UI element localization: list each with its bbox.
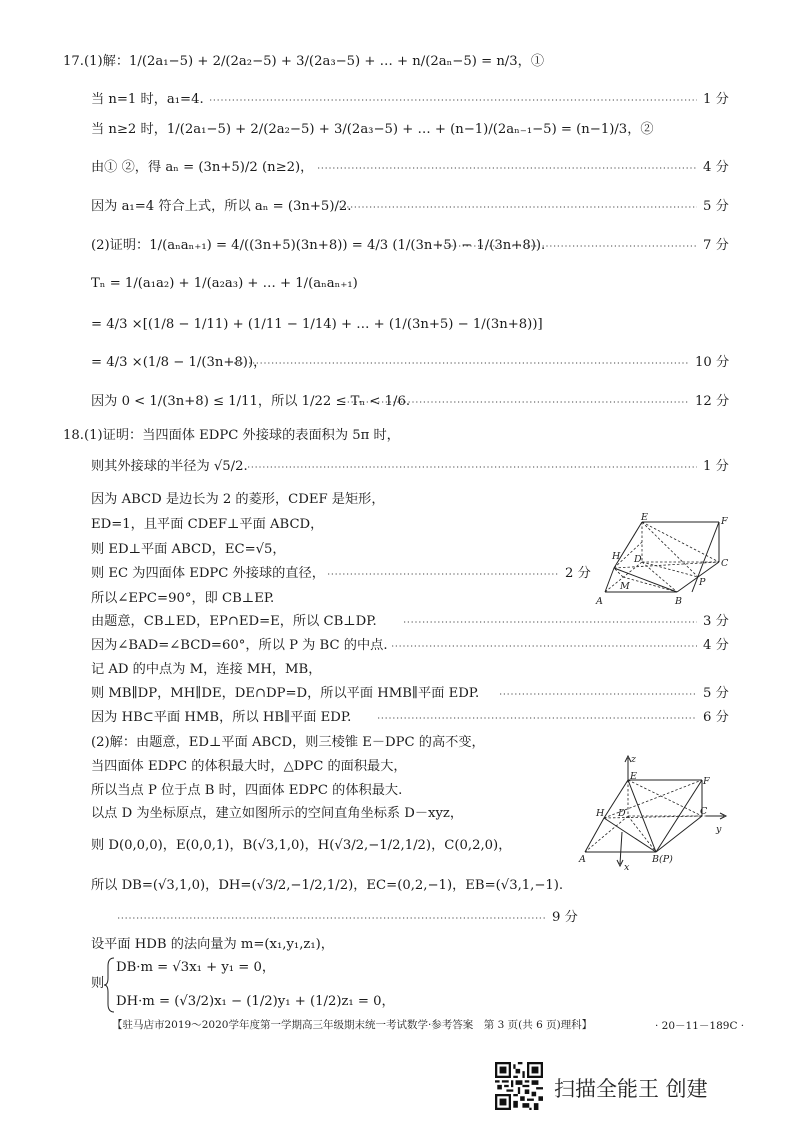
score-label: 9 分 <box>552 910 578 925</box>
score-label: 6 分 <box>703 710 729 725</box>
page-code: · 20－11－189C · <box>655 1020 745 1032</box>
label-H: H <box>596 808 605 819</box>
label-B: B <box>675 596 682 607</box>
page-footer: 【驻马店市2019～2020学年度第一学期高三年级期末统一考试数学·参考答案 第 3 页(共 6 页)理科】 <box>112 1019 593 1031</box>
text-line: Tₙ = 1/(a₁a₂) + 1/(a₂a₃) + … + 1/(aₙaₙ₊₁) <box>91 276 358 291</box>
score-label: 4 分 <box>703 638 729 653</box>
text-line: 当四面体 EDPC 的体积最大时，△DPC 的面积最大， <box>91 759 407 774</box>
figure-2-coordinate-solid <box>576 752 734 876</box>
score-label: 10 分 <box>695 355 730 370</box>
text-line: 因为 HB⊂平面 HMB，所以 HB∥平面 EDP. <box>91 710 352 725</box>
score-label: 4 分 <box>703 160 729 175</box>
text-line: DH·m = (√3/2)x₁ − (1/2)y₁ + (1/2)z₁ = 0， <box>116 994 395 1009</box>
text-line: 记 AD 的中点为 M，连接 MH，MB， <box>91 662 322 677</box>
text-line: 17.(1)解：1/(2a₁−5) + 2/(2a₂−5) + 3/(2a₃−5) + … + n/(2aₙ−5) = n/3，① <box>63 54 545 69</box>
label-C: C <box>700 806 708 817</box>
label-A: A <box>596 596 603 607</box>
label-E: E <box>641 512 648 523</box>
text-line: 18.(1)证明：当四面体 EDPC 外接球的表面积为 5π 时， <box>63 428 400 443</box>
text-line: 则 D(0,0,0)，E(0,0,1)，B(√3,1,0)，H(√3/2,−1/2,1/2)，C(0,2,0)， <box>91 838 512 853</box>
label-E: E <box>630 771 637 782</box>
label-B-P: B(P) <box>652 854 673 865</box>
score-label: 5 分 <box>703 686 729 701</box>
score-label: 5 分 <box>703 199 729 214</box>
text-line: 则其外接球的半径为 √5/2. <box>91 459 248 474</box>
text-line: 因为 ABCD 是边长为 2 的菱形，CDEF 是矩形， <box>91 492 385 507</box>
label-y: y <box>716 824 722 835</box>
score-label: 7 分 <box>703 238 729 253</box>
text-line: = 4/3 ×(1/8 − 1/(3n+8))， <box>91 355 267 370</box>
label-H: H <box>612 551 621 562</box>
text-line: 由题意，CB⊥ED，EP∩ED=E，所以 CB⊥DP. <box>91 614 377 629</box>
text-line: 则 <box>91 976 105 991</box>
text-line: 所以∠EPC=90°，即 CB⊥EP. <box>91 591 275 606</box>
text-line: 由① ②，得 aₙ = (3n+5)/2 (n≥2)， <box>91 160 314 175</box>
text-line: 因为∠BAD=∠BCD=60°，所以 P 为 BC 的中点. <box>91 638 388 653</box>
text-line: DB·m = √3x₁ + y₁ = 0， <box>116 960 276 975</box>
score-label: 12 分 <box>695 394 730 409</box>
label-x: x <box>624 862 630 873</box>
label-D: D <box>618 808 626 819</box>
text-line: 因为 0 < 1/(3n+8) ≤ 1/11，所以 1/22 ≤ Tₙ < 1/6. <box>91 394 411 409</box>
text-line: (2)证明：1/(aₙaₙ₊₁) = 4/((3n+5)(3n+8)) = 4/3 (1/(3n+5) − 1/(3n+8)). <box>91 238 546 253</box>
label-M: M <box>620 581 630 592</box>
text-line: 所以当点 P 位于点 B 时，四面体 EDPC 的体积最大. <box>91 783 403 798</box>
label-D: D <box>634 554 642 565</box>
score-label: 1 分 <box>703 92 729 107</box>
label-F: F <box>721 516 728 527</box>
text-line: ED=1，且平面 CDEF⊥平面 ABCD， <box>91 517 324 532</box>
qr-code-icon <box>495 1062 543 1110</box>
text-line: = 4/3 ×[(1/8 − 1/11) + (1/11 − 1/14) + … + (1/(3n+5) − 1/(3n+8))] <box>91 317 543 332</box>
text-line: 因为 a₁=4 符合上式，所以 aₙ = (3n+5)/2. <box>91 199 352 214</box>
text-line: (2)解：由题意，ED⊥平面 ABCD，则三棱锥 E－DPC 的高不变， <box>91 735 485 750</box>
score-label: 1 分 <box>703 459 729 474</box>
text-line: 则 EC 为四面体 EDPC 外接球的直径， <box>91 566 325 581</box>
text-line: 则 MB∥DP，MH∥DE，DE∩DP=D，所以平面 HMB∥平面 EDP. <box>91 686 480 701</box>
label-C: C <box>721 558 729 569</box>
label-F: F <box>703 776 710 787</box>
text-line: 所以 DB=(√3,1,0)，DH=(√3/2,−1/2,1/2)，EC=(0,2,−1)，EB=(√3,1,−1). <box>91 878 564 893</box>
label-z: z <box>631 754 637 765</box>
text-line: 设平面 HDB 的法向量为 m=(x₁,y₁,z₁)， <box>91 937 334 952</box>
scanner-watermark: 扫描全能王 创建 <box>554 1077 708 1101</box>
label-P: P <box>699 577 706 588</box>
text-line: 则 ED⊥平面 ABCD，EC=√5， <box>91 542 286 557</box>
score-label: 3 分 <box>703 614 729 629</box>
text-line: 以点 D 为坐标原点，建立如图所示的空间直角坐标系 D－xyz， <box>91 806 464 821</box>
label-A: A <box>579 854 586 865</box>
text-line: 当 n=1 时，a₁=4. <box>91 92 204 107</box>
text-line: 当 n≥2 时，1/(2a₁−5) + 2/(2a₂−5) + 3/(2a₃−5) + … + (n−1)/(2aₙ₋₁−5) = (n−1)/3，② <box>91 122 654 137</box>
figure-1-solid <box>592 512 732 608</box>
score-label: 2 分 <box>565 566 591 581</box>
